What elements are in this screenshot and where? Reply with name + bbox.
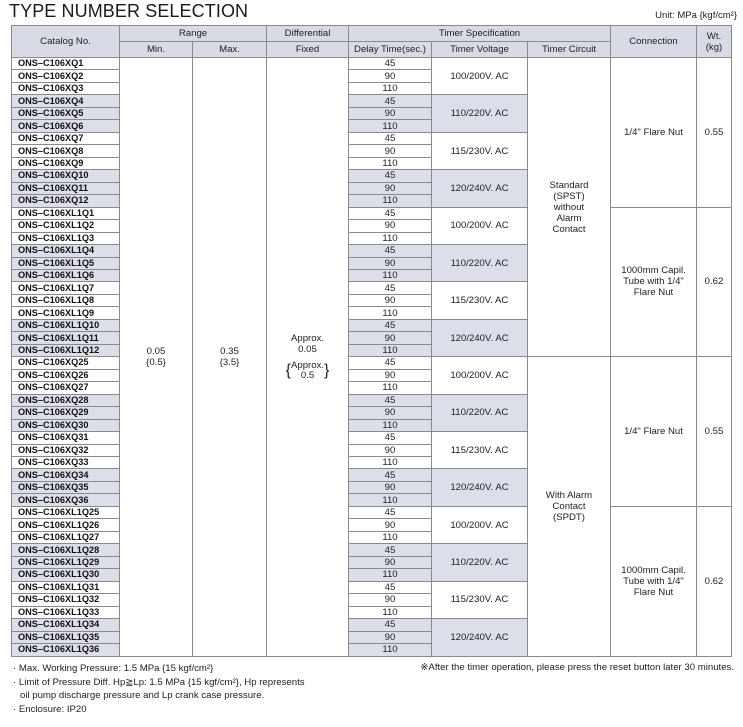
table-row (12, 58, 732, 70)
catalog-number: ONS–C106XQ10 (12, 170, 120, 182)
diff-value: 0.05 (298, 343, 317, 355)
catalog-number: ONS–C106XQ7 (12, 132, 120, 144)
delay-time: 45 (349, 58, 432, 70)
cell-line: Contact (552, 500, 586, 512)
delay-time: 110 (349, 457, 432, 469)
page-title: TYPE NUMBER SELECTION (9, 1, 249, 21)
catalog-number: ONS–C106XL1Q26 (12, 519, 120, 531)
delay-time: 110 (349, 120, 432, 132)
delay-time: 90 (349, 107, 432, 119)
cell-line: 1000mm Capil. (621, 265, 686, 277)
timer-voltage: 120/240V. AC (432, 619, 528, 656)
catalog-number: ONS–C106XL1Q9 (12, 307, 120, 319)
catalog-number: ONS–C106XL1Q33 (12, 606, 120, 618)
delay-time: 90 (349, 407, 432, 419)
catalog-number: ONS–C106XQ9 (12, 157, 120, 169)
timer-circuit (528, 357, 611, 656)
note-line: · Limit of Pressure Diff. Hp≧Lp: 1.5 MPa {15 kgf/cm²}, Hp represents (13, 676, 305, 688)
timer-voltage: 115/230V. AC (432, 432, 528, 469)
type-number-table (11, 25, 732, 657)
timer-voltage: 120/240V. AC (432, 469, 528, 506)
cell-line: (SPST) (553, 190, 585, 202)
catalog-number: ONS–C106XL1Q12 (12, 344, 120, 356)
catalog-number: ONS–C106XQ3 (12, 82, 120, 94)
catalog-number: ONS–C106XL1Q32 (12, 594, 120, 606)
catalog-number: ONS–C106XQ25 (12, 357, 120, 369)
delay-time: 45 (349, 319, 432, 331)
catalog-number: ONS–C106XQ36 (12, 494, 120, 506)
catalog-number: ONS–C106XL1Q5 (12, 257, 120, 269)
timer-voltage: 110/220V. AC (432, 245, 528, 282)
catalog-number: ONS–C106XQ35 (12, 481, 120, 493)
cell-line: Contact (552, 223, 586, 235)
diff-kgf-approx: Approx. (290, 359, 325, 371)
connection (611, 506, 697, 656)
timer-voltage: 110/220V. AC (432, 394, 528, 431)
cell-line: (SPDT) (553, 511, 585, 523)
delay-time: 110 (349, 569, 432, 581)
delay-time: 45 (349, 245, 432, 257)
delay-time: 90 (349, 444, 432, 456)
header-timer: Timer Specification (349, 26, 611, 42)
header-circuit: Timer Circuit (528, 42, 611, 58)
delay-time: 90 (349, 481, 432, 493)
connection (611, 357, 697, 507)
cell-line: With Alarm (545, 489, 593, 501)
delay-time: 90 (349, 182, 432, 194)
cell-line: 1/4" Flare Nut (624, 126, 683, 138)
delay-time: 90 (349, 556, 432, 568)
catalog-number: ONS–C106XL1Q3 (12, 232, 120, 244)
delay-time: 110 (349, 531, 432, 543)
header-voltage: Timer Voltage (432, 42, 528, 58)
catalog-number: ONS–C106XQ5 (12, 107, 120, 119)
delay-time: 90 (349, 220, 432, 232)
catalog-number: ONS–C106XQ11 (12, 182, 120, 194)
delay-time: 90 (349, 631, 432, 643)
catalog-number: ONS–C106XQ29 (12, 407, 120, 419)
weight: 0.55 (697, 58, 732, 208)
timer-voltage: 110/220V. AC (432, 544, 528, 581)
weight: 0.62 (697, 506, 732, 656)
cell-line: Flare Nut (633, 287, 674, 299)
notes (13, 662, 305, 716)
delay-time: 110 (349, 382, 432, 394)
timer-voltage: 120/240V. AC (432, 319, 528, 356)
catalog-number: ONS–C106XL1Q29 (12, 556, 120, 568)
range-max-cell (193, 58, 267, 657)
delay-time: 110 (349, 269, 432, 281)
catalog-number: ONS–C106XL1Q34 (12, 619, 120, 631)
header-catalog: Catalog No. (12, 26, 120, 58)
catalog-number: ONS–C106XQ30 (12, 419, 120, 431)
catalog-number: ONS–C106XL1Q35 (12, 631, 120, 643)
note-line: oil pump discharge pressure and Lp crank case pressure. (20, 690, 265, 701)
catalog-number: ONS–C106XQ1 (12, 58, 120, 70)
header-weight: Wt. (kg) (697, 26, 732, 58)
delay-time: 90 (349, 294, 432, 306)
catalog-number: ONS–C106XL1Q8 (12, 294, 120, 306)
catalog-number: ONS–C106XL1Q10 (12, 319, 120, 331)
connection (611, 58, 697, 208)
catalog-number: ONS–C106XQ12 (12, 195, 120, 207)
diff-kgf-text (291, 361, 324, 381)
diff-kgf-value: 0.5 (300, 369, 315, 381)
catalog-number: ONS–C106XQ32 (12, 444, 120, 456)
timer-circuit (528, 58, 611, 357)
catalog-number: ONS–C106XQ6 (12, 120, 120, 132)
timer-voltage: 115/230V. AC (432, 581, 528, 618)
delay-time: 45 (349, 170, 432, 182)
catalog-number: ONS–C106XL1Q7 (12, 282, 120, 294)
delay-time: 110 (349, 82, 432, 94)
delay-time: 45 (349, 619, 432, 631)
range-min-cell (120, 58, 193, 657)
catalog-number: ONS–C106XL1Q4 (12, 245, 120, 257)
delay-time: 45 (349, 432, 432, 444)
catalog-number: ONS–C106XQ27 (12, 382, 120, 394)
catalog-number: ONS–C106XL1Q36 (12, 644, 120, 656)
header-connection: Connection (611, 26, 697, 58)
catalog-number: ONS–C106XQ34 (12, 469, 120, 481)
delay-time: 110 (349, 232, 432, 244)
timer-voltage: 115/230V. AC (432, 282, 528, 319)
header-range: Range (120, 26, 267, 42)
cell-line: Alarm (556, 212, 582, 224)
cell-line: Tube with 1/4" (623, 276, 684, 288)
catalog-number: ONS–C106XL1Q6 (12, 269, 120, 281)
weight: 0.55 (697, 357, 732, 507)
header-delay: Delay Time(sec.) (349, 42, 432, 58)
delay-time: 45 (349, 469, 432, 481)
cell-line: 1000mm Capil. (621, 564, 686, 576)
diff-approx: Approx. (290, 332, 325, 344)
catalog-number: ONS–C106XL1Q25 (12, 506, 120, 518)
delay-time: 90 (349, 332, 432, 344)
delay-time: 110 (349, 307, 432, 319)
delay-time: 110 (349, 344, 432, 356)
catalog-number: ONS–C106XL1Q1 (12, 207, 120, 219)
note-line: · Enclosure: IP20 (13, 703, 87, 715)
weight: 0.62 (697, 207, 732, 357)
connection (611, 207, 697, 357)
delay-time: 110 (349, 195, 432, 207)
delay-time: 45 (349, 506, 432, 518)
reset-note: ※After the timer operation, please press the reset button later 30 minutes. (420, 662, 734, 673)
range-max-kgf: {3.5} (219, 356, 240, 368)
delay-time: 90 (349, 145, 432, 157)
brace-left: { (285, 361, 291, 379)
delay-time: 90 (349, 594, 432, 606)
catalog-number: ONS–C106XL1Q31 (12, 581, 120, 593)
delay-time: 110 (349, 419, 432, 431)
delay-time: 110 (349, 494, 432, 506)
delay-time: 90 (349, 70, 432, 82)
note-line: · Max. Working Pressure: 1.5 MPa {15 kgf/cm²} (13, 663, 214, 674)
cell-line: Flare Nut (633, 586, 674, 598)
cell-line: 1/4" Flare Nut (624, 426, 683, 438)
delay-time: 45 (349, 394, 432, 406)
catalog-number: ONS–C106XL1Q27 (12, 531, 120, 543)
range-max: 0.35 (220, 345, 239, 357)
catalog-number: ONS–C106XQ28 (12, 394, 120, 406)
delay-time: 90 (349, 257, 432, 269)
timer-voltage: 100/200V. AC (432, 207, 528, 244)
delay-time: 45 (349, 357, 432, 369)
range-min: 0.05 (146, 345, 166, 357)
catalog-number: ONS–C106XQ31 (12, 432, 120, 444)
delay-time: 45 (349, 132, 432, 144)
brace-right: } (324, 361, 330, 379)
delay-time: 45 (349, 282, 432, 294)
catalog-number: ONS–C106XQ26 (12, 369, 120, 381)
timer-voltage: 100/200V. AC (432, 58, 528, 95)
timer-voltage: 115/230V. AC (432, 132, 528, 169)
delay-time: 45 (349, 544, 432, 556)
delay-time: 110 (349, 606, 432, 618)
header-max: Max. (193, 42, 267, 58)
timer-voltage: 100/200V. AC (432, 357, 528, 394)
delay-time: 110 (349, 644, 432, 656)
catalog-number: ONS–C106XL1Q28 (12, 544, 120, 556)
delay-time: 45 (349, 207, 432, 219)
timer-voltage: 100/200V. AC (432, 506, 528, 543)
delay-time: 90 (349, 519, 432, 531)
header-fixed: Fixed (267, 42, 349, 58)
catalog-number: ONS–C106XQ8 (12, 145, 120, 157)
catalog-number: ONS–C106XQ33 (12, 457, 120, 469)
delay-time: 45 (349, 581, 432, 593)
delay-time: 45 (349, 95, 432, 107)
delay-time: 110 (349, 157, 432, 169)
differential-cell (267, 58, 349, 657)
catalog-number: ONS–C106XQ2 (12, 70, 120, 82)
catalog-number: ONS–C106XL1Q30 (12, 569, 120, 581)
diff-kgf (267, 361, 348, 381)
catalog-number: ONS–C106XQ4 (12, 95, 120, 107)
header-differential: Differential (267, 26, 349, 42)
cell-line: Standard (549, 179, 589, 191)
range-min-kgf: {0.5} (146, 356, 166, 368)
catalog-number: ONS–C106XL1Q11 (12, 332, 120, 344)
delay-time: 90 (349, 369, 432, 381)
timer-voltage: 110/220V. AC (432, 95, 528, 132)
cell-line: without (553, 201, 585, 213)
catalog-number: ONS–C106XL1Q2 (12, 220, 120, 232)
header-min: Min. (120, 42, 193, 58)
unit-label: Unit: MPa {kgf/cm²} (655, 10, 737, 21)
cell-line: Tube with 1/4" (623, 575, 684, 587)
timer-voltage: 120/240V. AC (432, 170, 528, 207)
